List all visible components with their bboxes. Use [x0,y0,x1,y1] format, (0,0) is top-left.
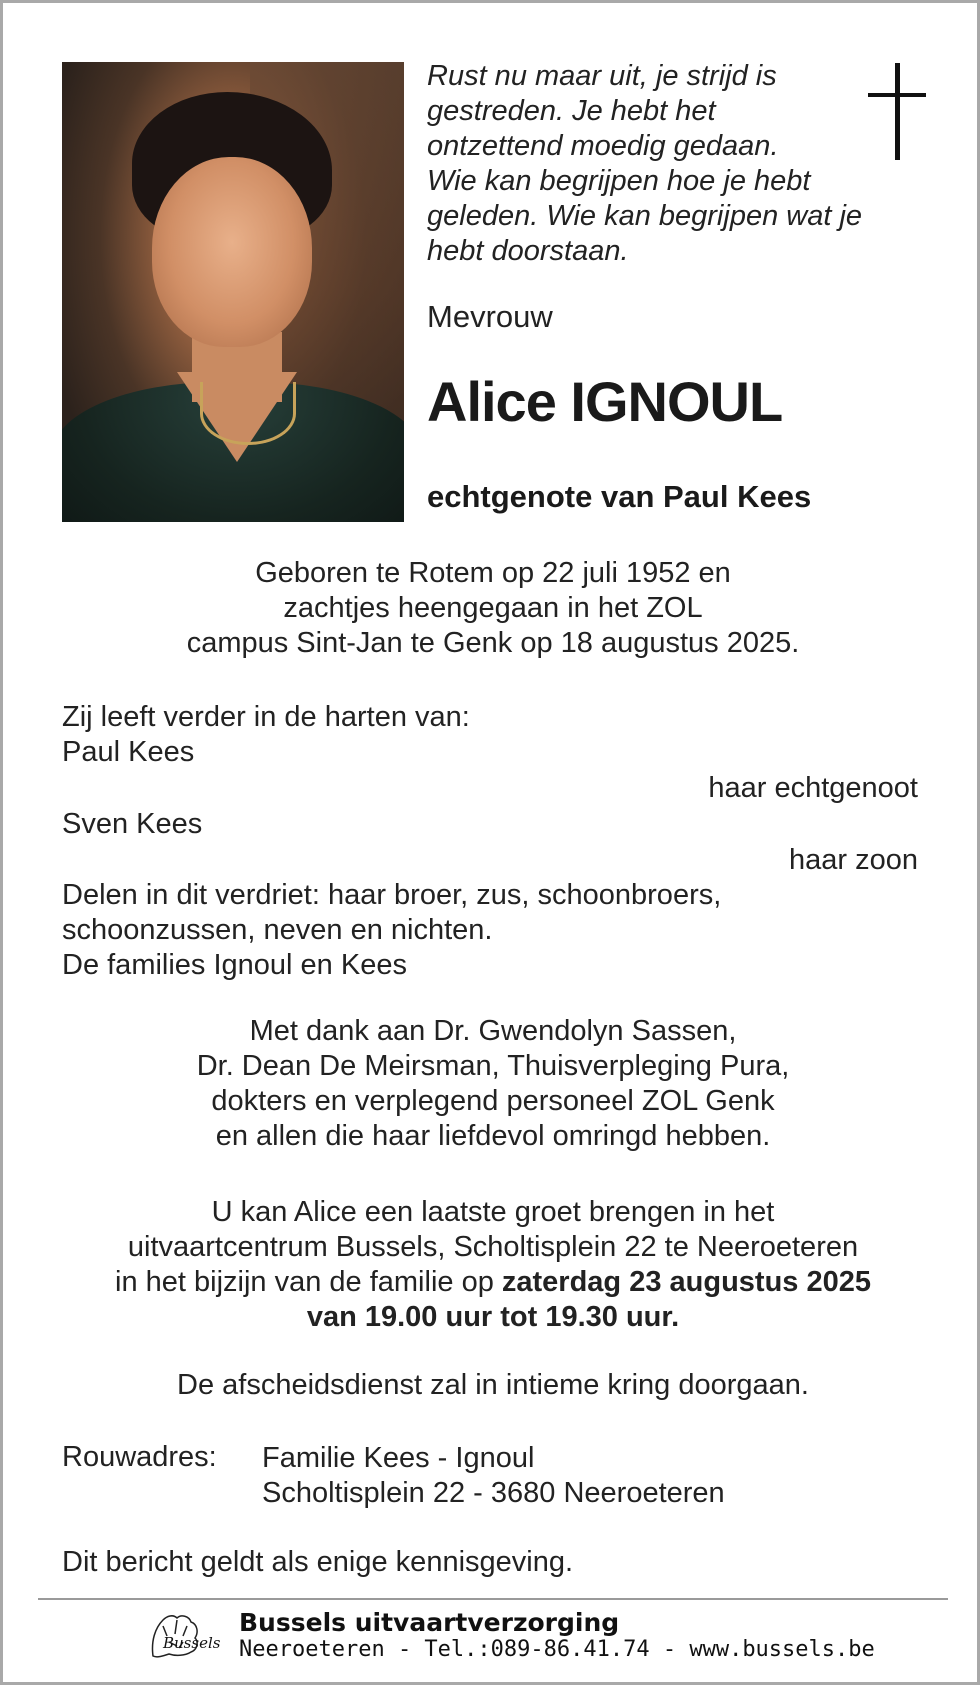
spouse-line: echtgenote van Paul Kees [427,479,812,514]
mourning-address-label: Rouwadres: [62,1441,217,1473]
family-intro: Zij leeft verder in de harten van: [62,701,470,733]
thanks-section: Met dank aan Dr. Gwendolyn Sassen, Dr. Dean De Meirsman, Thuisverpleging Pura, dokters en verplegend personeel ZOL Genk en allen die haar liefdevol omringd hebben. [196,1015,790,1152]
memorial-quote: Rust nu maar uit, je strijd is gestreden. Je hebt het ontzettend moedig gedaan. Wie kan begrijpen hoe je hebt geleden. Wie kan begrijpen wat je hebt doorstaan. [427,60,863,267]
footer-divider [38,1598,948,1600]
family-member-name: Sven Kees [62,808,203,840]
birth-death-info: Geboren te Rotem op 22 juli 1952 en zachtjes heengegaan in het ZOL campus Sint-Jan te Genk op 18 augustus 2025. [186,557,800,659]
portrait-photo [62,62,404,522]
notice-text: Dit bericht geldt als enige kennisgeving. [62,1546,574,1578]
mourning-address: Familie Kees - Ignoul Scholtisplein 22 - 3680 Neeroeteren [262,1442,725,1509]
cross-icon [868,63,926,163]
tree-logo-icon [133,1606,225,1662]
svg-text:Bussels: Bussels [163,1634,221,1652]
honorific: Mevrouw [427,299,553,334]
company-name: Bussels uitvaartverzorging [239,1608,620,1637]
deceased-name: Alice IGNOUL [427,370,783,433]
family-member-relation: haar echtgenoot [708,772,918,804]
family-member-name: Paul Kees [62,736,195,768]
service-note: De afscheidsdienst zal in intieme kring doorgaan. [177,1369,809,1401]
visitation-info: U kan Alice een laatste groet brengen in het uitvaartcentrum Bussels, Scholtisplein 22 te Neeroeteren in het bijzijn van de familie op zaterdag 23 augustus 2025 van 19.00 uur tot 19.30 uur. [115,1196,871,1333]
company-contact: Neeroeteren - Tel.:089-86.41.74 - www.bussels.be [239,1637,875,1662]
family-share: Delen in dit verdriet: haar broer, zus, schoonbroers, schoonzussen, neven en nichten. De families Ignoul en Kees [62,879,722,981]
family-member-relation: haar zoon [789,844,918,876]
